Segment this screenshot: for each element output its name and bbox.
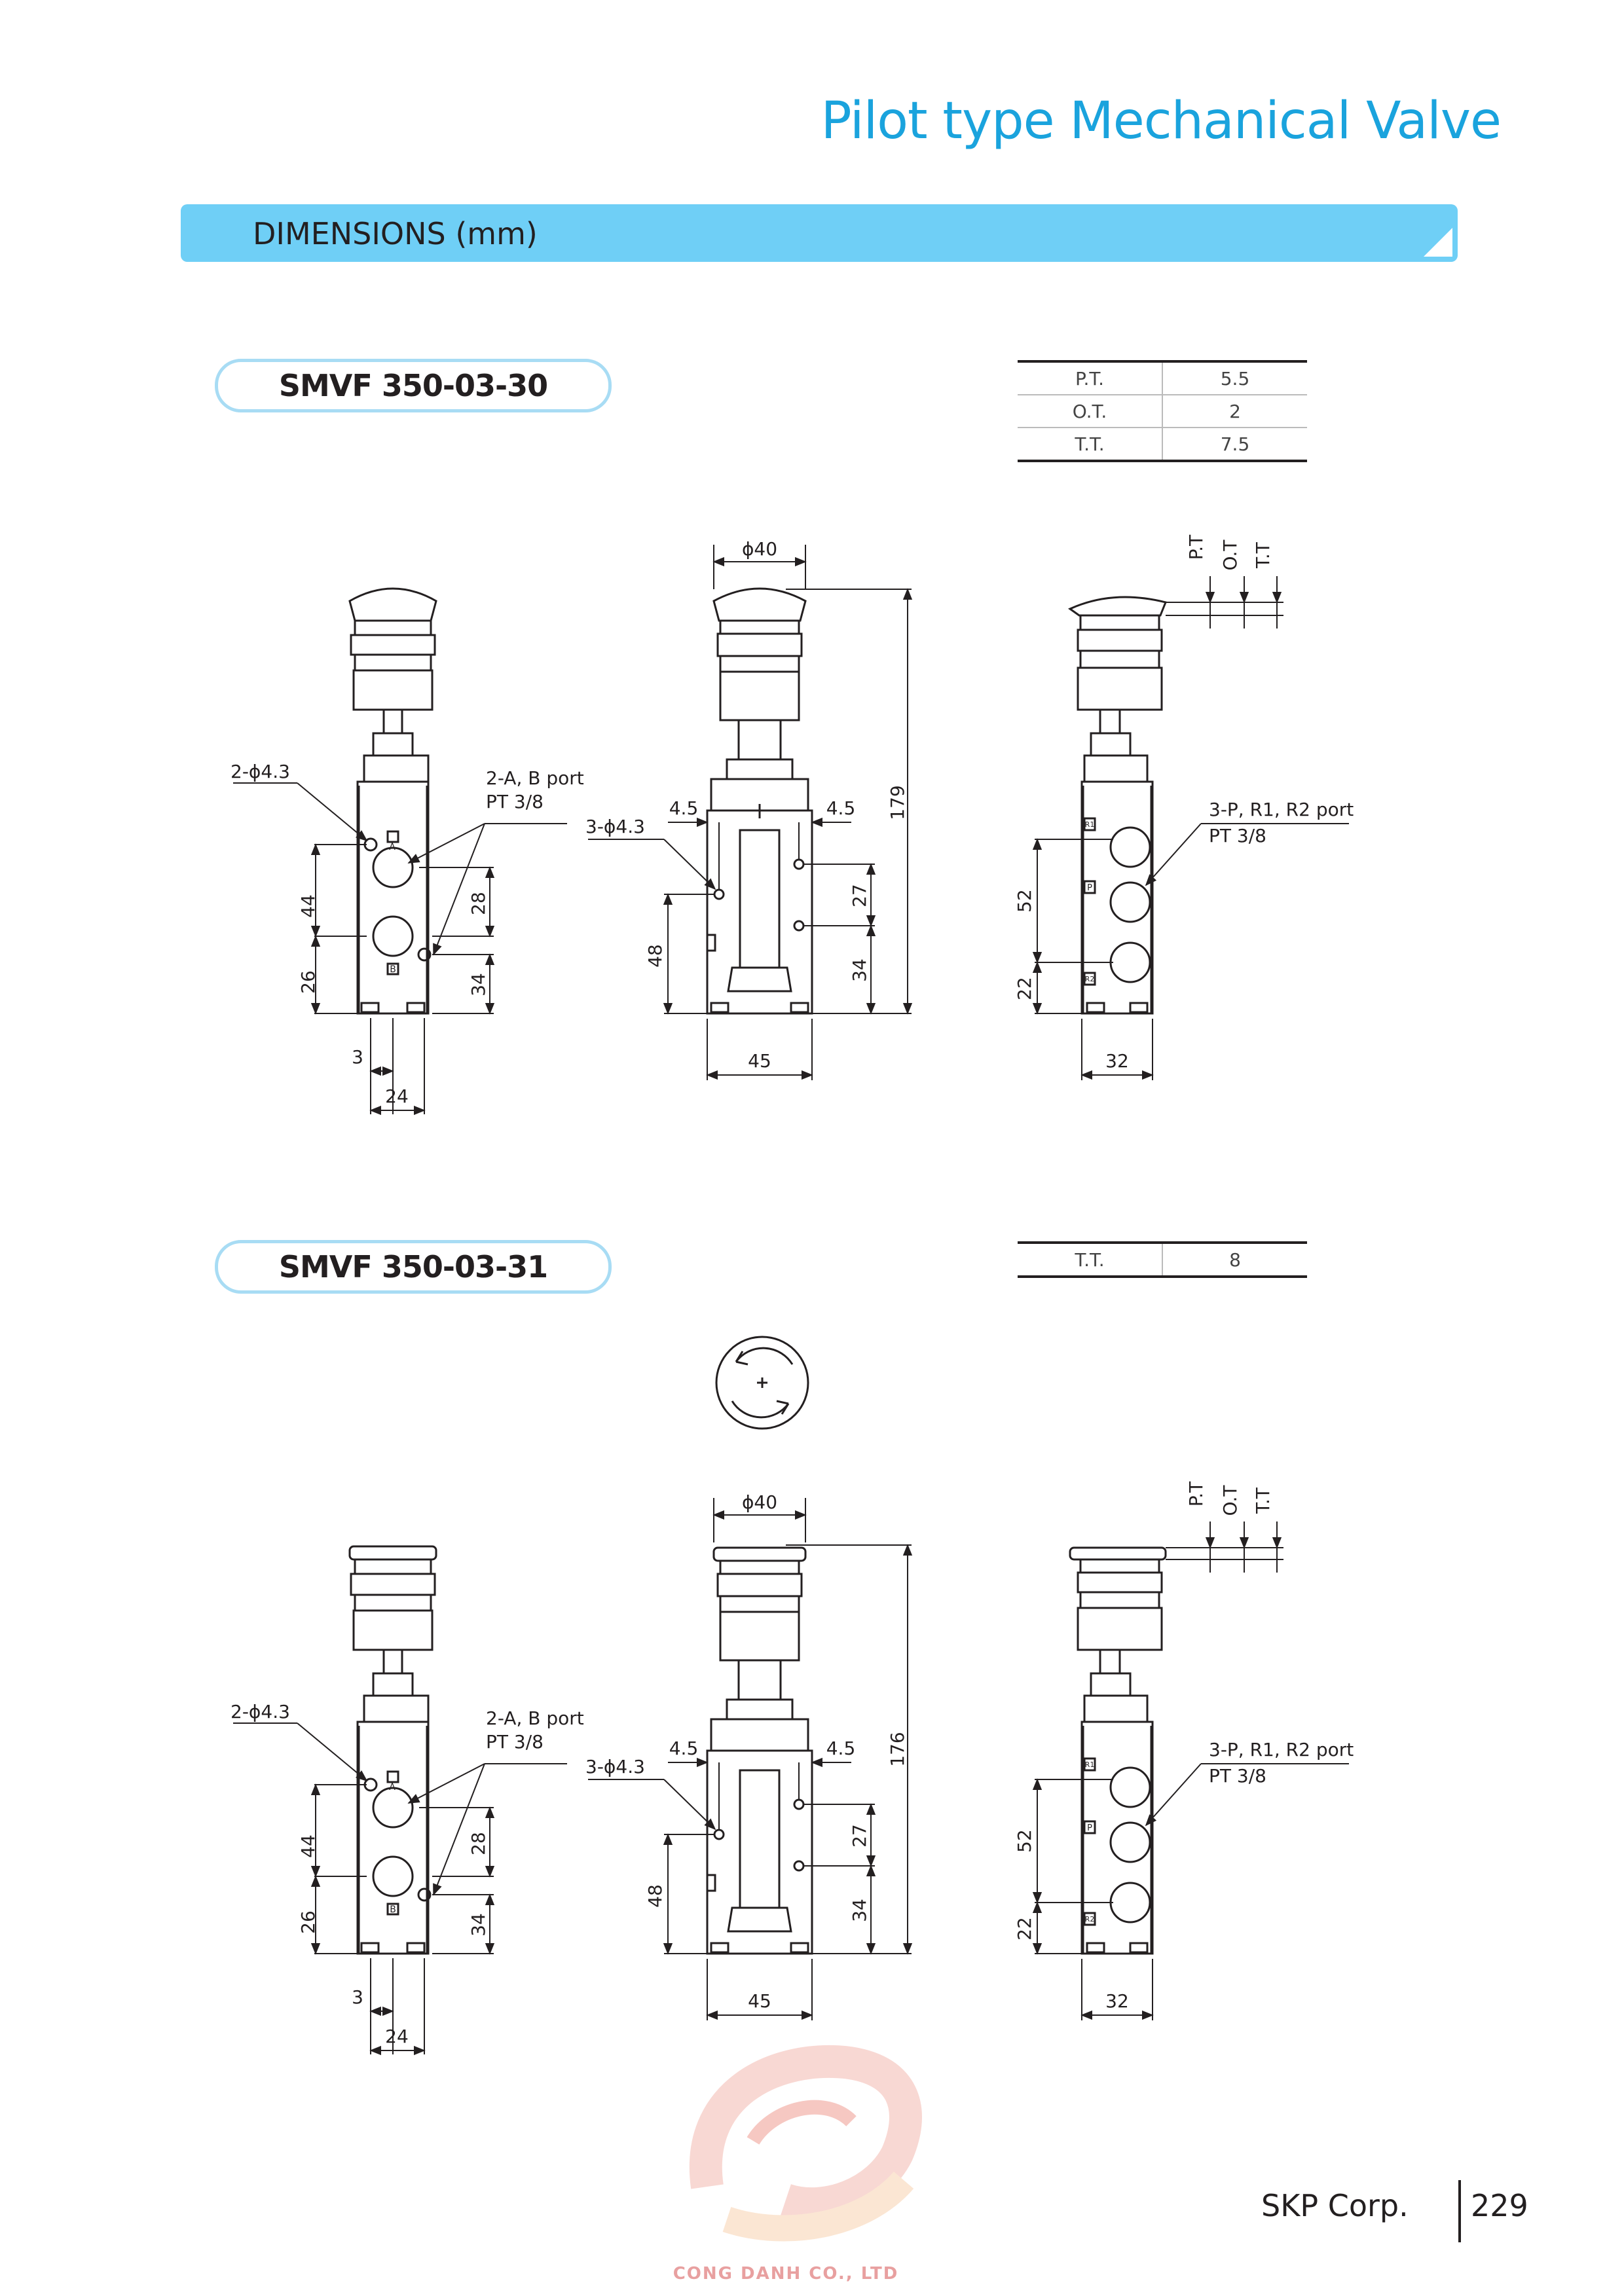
spec-value: 5.5	[1162, 361, 1307, 395]
dim-4-5-left: 4.5	[669, 1738, 699, 1759]
port-p-label: P	[1087, 1823, 1092, 1833]
dim-52: 52	[1014, 1829, 1035, 1853]
dim-22: 22	[1014, 977, 1035, 1000]
dim-3: 3	[352, 1046, 363, 1068]
dim-44: 44	[297, 894, 319, 918]
dim-34-mid: 34	[849, 1899, 870, 1922]
spec-value: 7.5	[1162, 428, 1307, 461]
dim-total-b: 176	[887, 1732, 908, 1767]
port-a-label: A	[389, 842, 396, 852]
dim-44: 44	[297, 1834, 319, 1858]
left-note-port: 2-A, B port	[486, 767, 584, 789]
footer-divider	[1458, 2180, 1461, 2242]
dim-ot: O.T	[1219, 539, 1241, 571]
dim-tt: T.T	[1252, 542, 1274, 568]
port-b-label: B	[390, 1904, 396, 1915]
port-a-label: A	[389, 1782, 396, 1793]
section-title: DIMENSIONS (mm)	[253, 216, 538, 251]
dim-48: 48	[644, 944, 666, 968]
spec-key: T.T.	[1018, 1243, 1162, 1277]
model-a-title: SMVF 350-03-30	[215, 359, 612, 412]
mid-note-holes: 3-ϕ4.3	[585, 816, 645, 837]
left-note-thread: PT 3/8	[486, 1731, 544, 1753]
dim-34-mid: 34	[849, 958, 870, 982]
port-p-label: P	[1087, 883, 1092, 893]
spec-value: 8	[1162, 1243, 1307, 1277]
dim-34: 34	[468, 1913, 489, 1937]
dim-phi40: ϕ40	[741, 1491, 778, 1513]
model-b-title: SMVF 350-03-31	[215, 1240, 612, 1294]
dim-total-a: 179	[887, 785, 908, 820]
dim-tt: T.T	[1252, 1487, 1274, 1514]
dim-48: 48	[644, 1884, 666, 1908]
dim-pt: P.T	[1185, 1481, 1207, 1507]
port-b-label: B	[390, 964, 396, 975]
dim-3: 3	[352, 1986, 363, 2008]
left-note-port: 2-A, B port	[486, 1707, 584, 1729]
port-r1-label: R1	[1084, 1760, 1095, 1769]
port-r2-label: R2	[1084, 975, 1095, 983]
left-note-holes: 2-ϕ4.3	[231, 761, 290, 782]
dim-24: 24	[385, 2026, 409, 2047]
dim-4-5-right: 4.5	[826, 797, 856, 819]
dim-32: 32	[1105, 1050, 1129, 1072]
left-note-holes: 2-ϕ4.3	[231, 1701, 290, 1722]
dim-45: 45	[748, 1050, 771, 1072]
spec-key: O.T.	[1018, 395, 1162, 428]
spec-key: T.T.	[1018, 428, 1162, 461]
left-note-thread: PT 3/8	[486, 791, 544, 812]
footer-company: SKP Corp.	[1261, 2188, 1409, 2223]
dim-26: 26	[297, 970, 319, 994]
dim-34: 34	[468, 973, 489, 996]
spec-value: 2	[1162, 395, 1307, 428]
page-title: Pilot type Mechanical Valve	[821, 92, 1501, 151]
dim-45: 45	[748, 1990, 771, 2012]
right-note-port: 3-P, R1, R2 port	[1209, 1739, 1354, 1760]
dim-28: 28	[468, 892, 489, 915]
right-note-port: 3-P, R1, R2 port	[1209, 799, 1354, 820]
dim-4-5-left: 4.5	[669, 797, 699, 819]
mid-note-holes: 3-ϕ4.3	[585, 1756, 645, 1777]
right-note-thread: PT 3/8	[1209, 825, 1266, 847]
page-number: 229	[1471, 2188, 1528, 2223]
port-r1-label: R1	[1084, 820, 1095, 829]
dim-32: 32	[1105, 1990, 1129, 2012]
spec-key: P.T.	[1018, 361, 1162, 395]
right-note-thread: PT 3/8	[1209, 1765, 1266, 1787]
dim-52: 52	[1014, 889, 1035, 913]
dim-ot: O.T	[1219, 1485, 1241, 1516]
dim-24: 24	[385, 1085, 409, 1107]
dim-28: 28	[468, 1832, 489, 1855]
dim-26: 26	[297, 1910, 319, 1934]
dim-pt: P.T	[1185, 534, 1207, 560]
dim-4-5-right: 4.5	[826, 1738, 856, 1759]
dim-phi40: ϕ40	[741, 538, 778, 560]
dim-27: 27	[849, 884, 870, 907]
dim-27: 27	[849, 1824, 870, 1848]
port-r2-label: R2	[1084, 1915, 1095, 1923]
watermark-text: CONG DANH CO., LTD	[673, 2264, 899, 2284]
dim-22: 22	[1014, 1917, 1035, 1941]
